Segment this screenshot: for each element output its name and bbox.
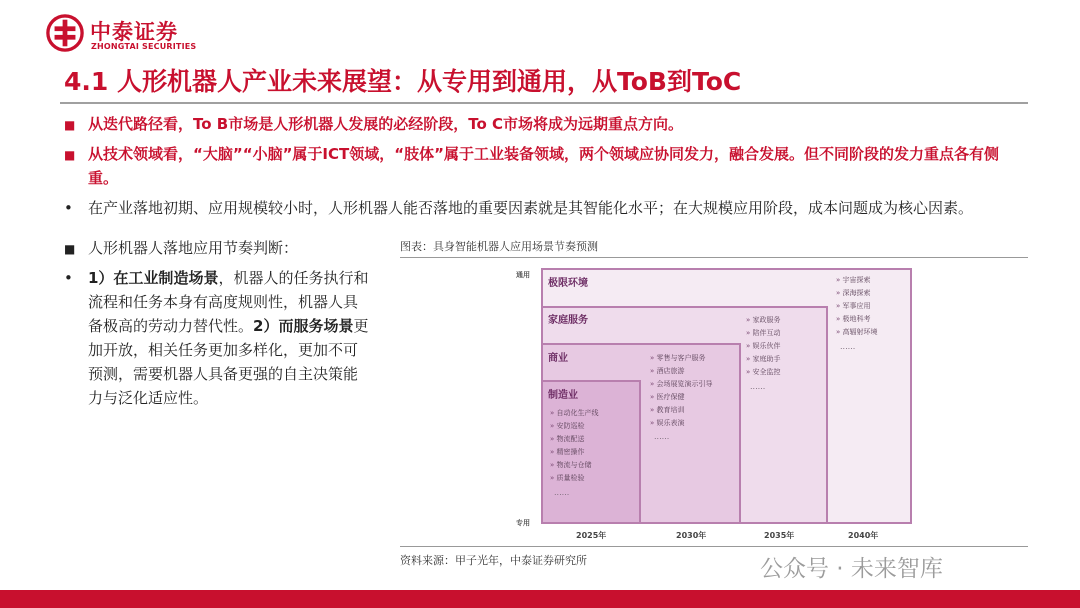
item-list [550, 407, 599, 485]
square-bullet-icon: ■ [64, 242, 76, 256]
list-item: » 军事应用 [836, 300, 878, 313]
logo-name-cn: 中泰证券 [90, 20, 178, 44]
list-item: » 宇宙探索 [836, 274, 878, 287]
p1-bold: 1）在工业制造场景 [88, 269, 219, 287]
company-logo [46, 12, 246, 56]
list-item: » 教育培训 [650, 404, 713, 417]
bullet-text: 从技术领域看，“大脑”“小脑”属于ICT领域，“肢体”属于工业装备领域，两个领域应协同发力，融合发展。但不同阶段的发力重点各有侧重。 [88, 145, 999, 187]
ellipsis: ...... [750, 382, 766, 391]
list-item: » 零售与客户服务 [650, 352, 713, 365]
left-heading-text: 人形机器人落地应用节奏判断： [88, 239, 299, 257]
title-divider [60, 102, 1028, 104]
left-heading [60, 236, 370, 260]
list-item: » 自动化生产线 [550, 407, 599, 420]
list-item: » 安防巡检 [550, 420, 599, 433]
list-item: » 安全监控 [746, 366, 781, 379]
box-label: 家庭服务 [548, 315, 588, 326]
x-axis-label: 2030年 [676, 531, 707, 540]
list-item: » 酒店旅游 [650, 365, 713, 378]
left-column [60, 236, 370, 410]
list-item: » 极地科考 [836, 313, 878, 326]
list-item: » 娱乐表演 [650, 417, 713, 430]
p2-bold: 2）而服务场景 [253, 317, 354, 335]
x-axis-label: 2040年 [848, 531, 879, 540]
figure-top-rule [400, 257, 1028, 258]
item-list [746, 314, 781, 379]
list-item: » 陪伴互动 [746, 327, 781, 340]
watermark: 公众号 · 未来智库 [760, 556, 943, 582]
square-bullet-icon: ■ [64, 118, 76, 132]
p1-text: ，机器人的任务执行和流程和任务本身有高度规则性，机器人具备极高的劳动力替代性。 [88, 269, 369, 335]
x-axis-label: 2035年 [764, 531, 795, 540]
footer-bar [0, 590, 1080, 608]
bullet-item [60, 112, 1028, 136]
logo-name-en: ZHONGTAI SECURITIES [91, 42, 197, 51]
slide-title: 4.1 人形机器人产业未来展望：从专用到通用，从ToB到ToC [64, 67, 742, 96]
x-axis-label: 2025年 [576, 531, 607, 540]
list-item: » 医疗保健 [650, 391, 713, 404]
list-item: » 家庭助手 [746, 353, 781, 366]
dot-bullet-icon: • [64, 269, 73, 287]
ellipsis: ...... [654, 432, 670, 441]
box-label: 制造业 [548, 390, 578, 401]
item-list [836, 274, 878, 339]
ellipsis: ...... [840, 342, 856, 351]
box-label: 商业 [548, 353, 568, 364]
figure-caption: 图表：具身智能机器人应用场景节奏预测 [400, 240, 598, 253]
bullet-item [60, 196, 1028, 220]
figure-bottom-rule [400, 546, 1028, 547]
list-item: » 娱乐伙伴 [746, 340, 781, 353]
logo-mark-icon [46, 14, 84, 52]
dot-bullet-icon: • [64, 199, 73, 217]
p2-text: 更加开放，相关任务更加多样化，更加不可预测，需要机器人具备更强的自主决策能力与泛化适应性。 [88, 317, 369, 407]
bullet-item [60, 142, 1028, 190]
ellipsis: ...... [554, 488, 570, 497]
list-item: » 会场展览演示引导 [650, 378, 713, 391]
left-paragraph [60, 266, 370, 410]
list-item: » 质量检验 [550, 472, 599, 485]
box-label: 极限环境 [548, 278, 588, 289]
list-item: » 深海探索 [836, 287, 878, 300]
scenario-diagram [400, 262, 1028, 544]
item-list [650, 352, 713, 430]
bullet-text: 从迭代路径看，To B市场是人形机器人发展的必经阶段，To C市场将成为远期重点方向。 [88, 115, 683, 133]
list-item: » 家政服务 [746, 314, 781, 327]
figure-source: 资料来源：甲子光年，中泰证券研究所 [400, 554, 587, 567]
y-axis-top-label: 通用 [516, 271, 530, 279]
list-item: » 精密操作 [550, 446, 599, 459]
list-item: » 高辐射环境 [836, 326, 878, 339]
list-item: » 物流与仓储 [550, 459, 599, 472]
list-item: » 物流配送 [550, 433, 599, 446]
square-bullet-icon: ■ [64, 148, 76, 162]
bullet-text: 在产业落地初期、应用规模较小时，人形机器人能否落地的重要因素就是其智能化水平；在大规模应用阶段，成本问题成为核心因素。 [88, 199, 974, 217]
y-axis-bottom-label: 专用 [516, 519, 530, 527]
top-bullets [60, 112, 1028, 226]
